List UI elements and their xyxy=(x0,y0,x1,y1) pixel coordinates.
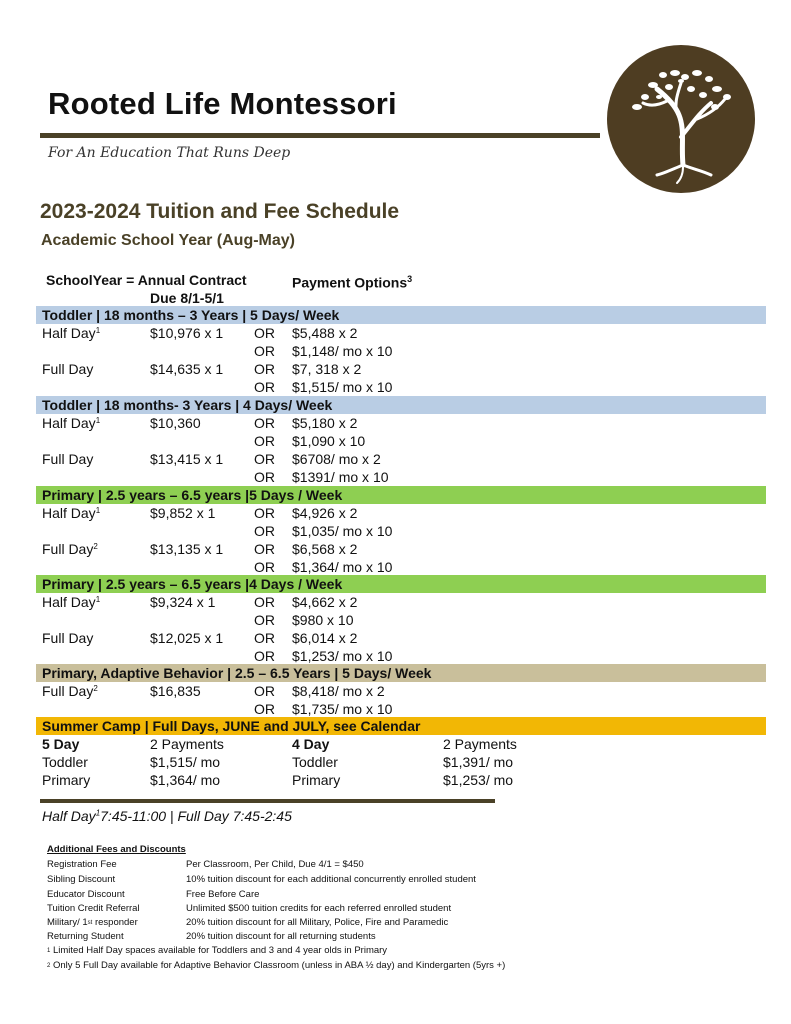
section-primary-5-days: Primary | 2.5 years – 6.5 years |5 Days / Week xyxy=(36,486,766,504)
due-dates-header: Due 8/1-5/1 xyxy=(150,290,224,306)
payment-option: $6,014 x 2 xyxy=(292,630,358,646)
summer-primary-label: Primary xyxy=(42,772,91,788)
schedule-subtitle: Academic School Year (Aug-May) xyxy=(41,232,295,249)
or-label: OR xyxy=(254,415,275,431)
section-primary-4-days: Primary | 2.5 years – 6.5 years |4 Days / Week xyxy=(36,575,766,593)
annual-price: $9,852 x 1 xyxy=(150,505,216,521)
or-label: OR xyxy=(254,559,275,575)
footnote-1: $^1$ Limited Half Day spaces available for Toddlers and 3 and 4 year olds in Primary xyxy=(47,945,388,956)
annual-price: $13,135 x 1 xyxy=(150,541,224,557)
or-label: OR xyxy=(254,701,275,717)
payment-option: $980 x 10 xyxy=(292,612,354,628)
section-adaptive-behavior: Primary, Adaptive Behavior | 2.5 – 6.5 Years | 5 Days/ Week xyxy=(36,664,766,682)
row-label: Half Day$^1$ xyxy=(42,325,101,341)
or-label: OR xyxy=(254,451,275,467)
annual-price: $12,025 x 1 xyxy=(150,630,224,646)
summer-4-day-primary-price: $1,253/ mo xyxy=(443,772,514,788)
summer-toddler-label: Toddler xyxy=(292,754,338,770)
payment-option: $4,662 x 2 xyxy=(292,594,358,610)
tree-logo-icon xyxy=(607,45,755,193)
or-label: OR xyxy=(254,683,275,699)
section-toddler-5-days: Toddler | 18 months – 3 Years | 5 Days/ Week xyxy=(36,306,766,324)
or-label: OR xyxy=(254,612,275,628)
or-label: OR xyxy=(254,433,275,449)
or-label: OR xyxy=(254,594,275,610)
section-toddler-4-days: Toddler | 18 months- 3 Years | 4 Days/ Week xyxy=(36,396,766,414)
summer-5-day-header: 5 Day xyxy=(42,736,80,752)
fee-value: 10% tuition discount for each additional concurrently enrolled student xyxy=(186,874,476,885)
annual-price: $16,835 xyxy=(150,683,201,699)
or-label: OR xyxy=(254,648,275,664)
payment-option: $1,364/ mo x 10 xyxy=(292,559,393,575)
summer-payments-label: 2 Payments xyxy=(150,736,224,752)
annual-price: $14,635 x 1 xyxy=(150,361,224,377)
section-summer-camp: Summer Camp | Full Days, JUNE and JULY, see Calendar xyxy=(36,717,766,735)
annual-price: $9,324 x 1 xyxy=(150,594,216,610)
payment-option: $8,418/ mo x 2 xyxy=(292,683,385,699)
or-label: OR xyxy=(254,523,275,539)
payment-option: $6,568 x 2 xyxy=(292,541,358,557)
or-label: OR xyxy=(254,630,275,646)
additional-fees-heading: Additional Fees and Discounts xyxy=(47,844,186,855)
summer-4-day-toddler-price: $1,391/ mo xyxy=(443,754,514,770)
payment-option: $1391/ mo x 10 xyxy=(292,469,389,485)
fee-value: 20% tuition discount for all returning students xyxy=(186,931,376,942)
row-label: Half Day$^1$ xyxy=(42,594,101,610)
fee-value: 20% tuition discount for all Military, Police, Fire and Paramedic xyxy=(186,917,449,928)
school-name: Rooted Life Montessori xyxy=(48,86,397,121)
payment-options-header: Payment Options$^3$ xyxy=(292,274,413,291)
payment-option: $5,488 x 2 xyxy=(292,325,358,341)
or-label: OR xyxy=(254,541,275,557)
footnote-2: $^2$ Only 5 Full Day available for Adaptive Behavior Classroom (unless in ABA ½ day) and Kindergarten (5yrs +) xyxy=(47,960,506,971)
summer-toddler-label: Toddler xyxy=(42,754,88,770)
summer-4-day-header: 4 Day xyxy=(292,736,330,752)
fee-value: Free Before Care xyxy=(186,889,260,900)
row-label: Full Day xyxy=(42,451,94,467)
payment-option: $1,735/ mo x 10 xyxy=(292,701,393,717)
fee-label: Tuition Credit Referral xyxy=(47,903,140,914)
row-label: Half Day$^1$ xyxy=(42,415,101,431)
payment-option: $6708/ mo x 2 xyxy=(292,451,381,467)
footer-divider xyxy=(40,799,495,803)
fee-label: Military/ 1st responder xyxy=(47,917,138,928)
fee-label: Returning Student xyxy=(47,931,124,942)
fee-value: Per Classroom, Per Child, Due 4/1 = $450 xyxy=(186,859,364,870)
row-label: Half Day$^1$ xyxy=(42,505,101,521)
annual-price: $10,360 xyxy=(150,415,201,431)
summer-primary-label: Primary xyxy=(292,772,341,788)
row-label: Full Day$^2$ xyxy=(42,541,98,557)
row-label: Full Day xyxy=(42,630,94,646)
or-label: OR xyxy=(254,379,275,395)
fee-label: Educator Discount xyxy=(47,889,125,900)
payment-option: $1,090 x 10 xyxy=(292,433,366,449)
schedule-title: 2023-2024 Tuition and Fee Schedule xyxy=(40,200,400,223)
fee-value: Unlimited $500 tuition credits for each referred enrolled student xyxy=(186,903,452,914)
fee-label: Sibling Discount xyxy=(47,874,116,885)
or-label: OR xyxy=(254,343,275,359)
fee-label: Registration Fee xyxy=(47,859,117,870)
row-label: Full Day$^2$ xyxy=(42,683,98,699)
tagline: For An Education That Runs Deep xyxy=(48,145,291,161)
annual-price: $10,976 x 1 xyxy=(150,325,224,341)
or-label: OR xyxy=(254,361,275,377)
summer-payments-label: 2 Payments xyxy=(443,736,517,752)
payment-option: $4,926 x 2 xyxy=(292,505,358,521)
day-hours: Half Day$^1$7:45-11:00 | Full Day 7:45-2:45 xyxy=(42,808,292,824)
or-label: OR xyxy=(254,469,275,485)
payment-option: $1,515/ mo x 10 xyxy=(292,379,393,395)
payment-option: $1,148/ mo x 10 xyxy=(292,343,393,359)
payment-option: $7, 318 x 2 xyxy=(292,361,362,377)
header-divider xyxy=(40,133,600,138)
annual-contract-header: SchoolYear = Annual Contract xyxy=(46,272,247,288)
payment-option: $5,180 x 2 xyxy=(292,415,358,431)
summer-5-day-toddler-price: $1,515/ mo xyxy=(150,754,221,770)
row-label: Full Day xyxy=(42,361,94,377)
summer-5-day-primary-price: $1,364/ mo xyxy=(150,772,221,788)
or-label: OR xyxy=(254,325,275,341)
or-label: OR xyxy=(254,505,275,521)
payment-option: $1,035/ mo x 10 xyxy=(292,523,393,539)
annual-price: $13,415 x 1 xyxy=(150,451,224,467)
payment-option: $1,253/ mo x 10 xyxy=(292,648,393,664)
